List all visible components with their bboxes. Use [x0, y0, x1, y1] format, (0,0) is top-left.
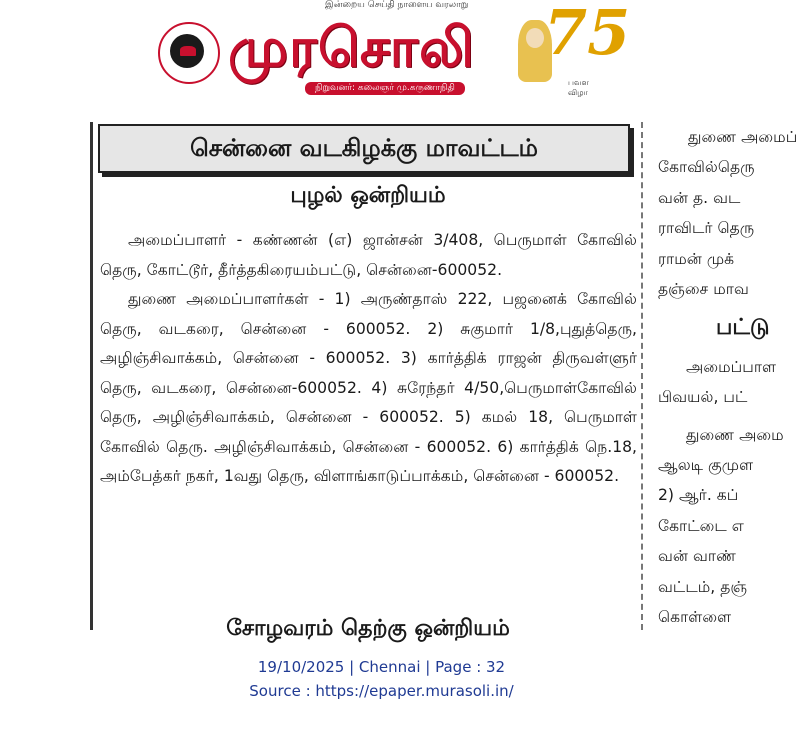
adjacent-line: கோவில்தெரு — [658, 158, 755, 176]
adjacent-line: துணை அமைப் — [688, 128, 797, 146]
article-body — [100, 226, 637, 492]
masthead-tagline: இன்றைய செய்தி நாளைய வரலாறு — [325, 0, 469, 10]
adjacent-heading: பட்டு — [716, 315, 770, 340]
next-section-heading — [98, 612, 638, 641]
next-section-heading-text: சோழவரம் தெற்கு ஒன்றியம் — [226, 616, 510, 641]
masthead — [150, 0, 631, 110]
column-rule-right — [641, 122, 643, 630]
source-link[interactable]: Source : https://epaper.murasoli.in/ — [249, 682, 514, 700]
article-paragraph: அமைப்பாளர் - கண்ணன் (எ) ஜான்சன் 3/408, பெருமாள் கோவில் தெரு, கோட்டூர், தீர்த்தகிரையம்பட்டு, சென்னை-600052. — [100, 231, 637, 279]
adjacent-line: ஆலடி குமுள — [658, 456, 754, 474]
article-paragraph: துணை அமைப்பாளர்கள் - 1) அருண்தாஸ் 222, பஜனைக் கோவில் தெரு, வடகரை, சென்னை - 600052. 2) சுகுமார் 1/8,புதுத்தெரு, அழிஞ்சிவாக்கம், சென்னை - 600052. 3) கார்த்திக் ராஜன் திருவள்ளுர் தெரு, வடகரை, சென்னை-600052. 4) சுரேந்தர் 4/50,பெருமாள்கோவில் தெரு, அழிஞ்சிவாக்கம், சென்னை - 600052. 5) கமல் 18, பெருமாள் கோவில் தெரு. அழிஞ்சிவாக்கம், சென்னை - 600052. 6) கார்த்திக் நெ.18, அம்பேத்கர் நகர், 1வது தெரு, விளாங்காடுப்பாக்கம், சென்னை - 600052. — [100, 290, 637, 485]
adjacent-line: வன் வாண் — [658, 547, 736, 565]
adjacent-line: துணை அமை — [686, 426, 784, 444]
anniversary-logo — [518, 0, 631, 100]
founder-banner: நிறுவனர்: கலைஞர் மு.கருணாநிதி — [305, 82, 465, 95]
newspaper-logo: முரசொலி — [228, 16, 475, 79]
adjacent-line: கோட்டை எ — [658, 517, 744, 535]
edition-info: 19/10/2025 | Chennai | Page : 32 — [257, 658, 506, 676]
adjacent-line: பிவயல், பட் — [658, 388, 748, 406]
adjacent-line: வட்டம், தஞ் — [658, 578, 748, 596]
adjacent-line: ராமன் முக் — [658, 250, 735, 268]
adjacent-line: அமைப்பாள — [686, 358, 777, 376]
anniversary-number: 75 — [544, 0, 631, 69]
article-headline: சென்னை வடகிழக்கு மாவட்டம் — [98, 124, 630, 173]
column-rule-left — [90, 122, 93, 630]
adjacent-line: வன் த. வட — [658, 189, 741, 207]
article-subhead: புழல் ஒன்றியம் — [290, 183, 446, 208]
adjacent-line: கொள்ளை — [658, 608, 732, 626]
adjacent-line: ராவிடர் தெரு — [658, 219, 755, 237]
anniversary-text: பவள விழா — [568, 78, 589, 97]
party-emblem-icon — [158, 22, 220, 84]
adjacent-column — [658, 122, 797, 630]
adjacent-line: 2) ஆர். கப் — [658, 486, 739, 504]
adjacent-line: தஞ்சை மாவ — [658, 280, 749, 298]
